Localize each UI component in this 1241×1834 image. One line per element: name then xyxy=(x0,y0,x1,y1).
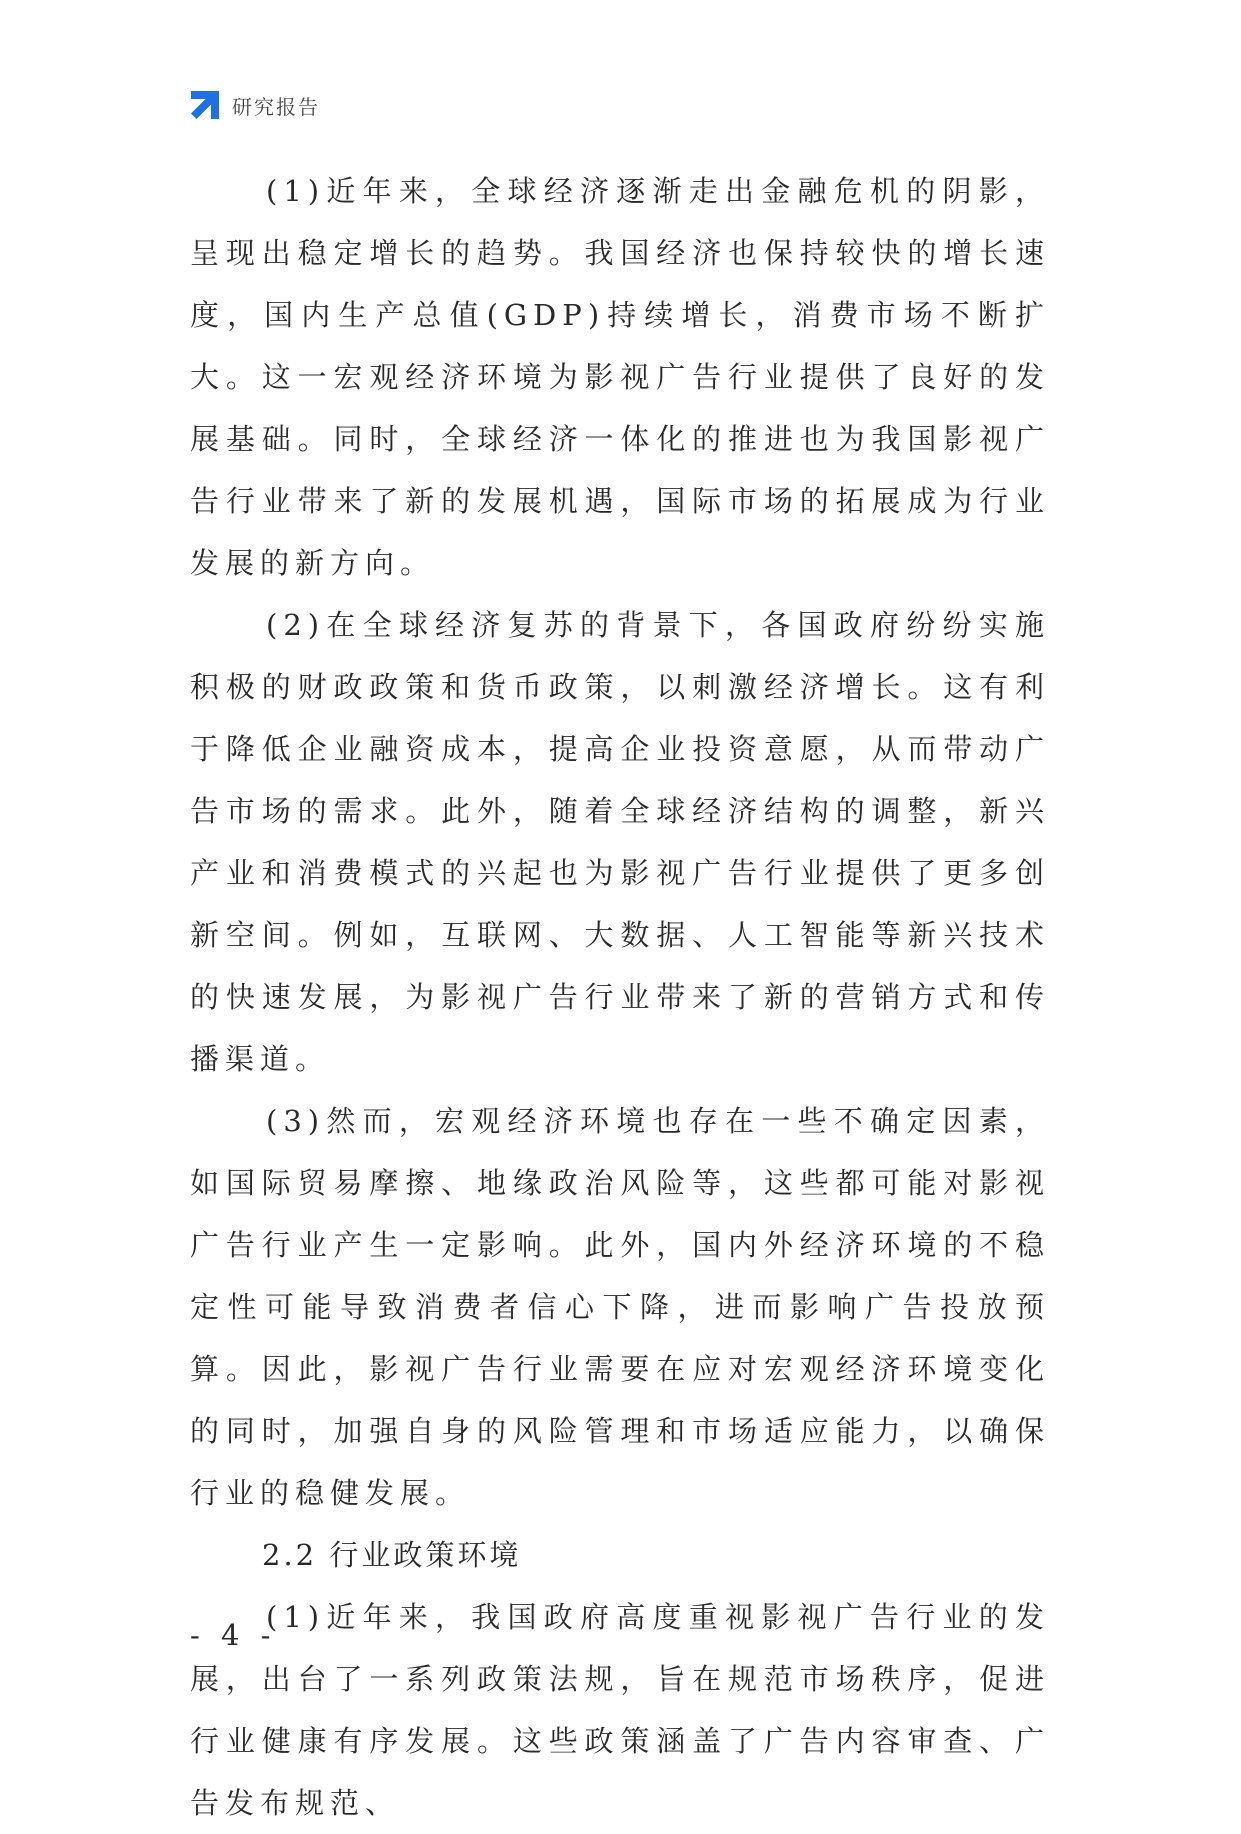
section-heading: 2.2 行业政策环境 xyxy=(262,1538,522,1572)
header-title: 研究报告 xyxy=(232,94,320,119)
arrow-logo-icon xyxy=(188,88,222,122)
paragraph-1: (1)近年来，全球经济逐渐走出金融危机的阴影，呈现出稳定增长的趋势。我国经济也保持较快的增长速度，国内生产总值(GDP)持续增长，消费市场不断扩大。这一宏观经济环境为影视广告行业提供了良好的发展基础。同时，全球经济一体化的推进也为我国影视广告行业带来了新的发展机遇，国际市场的拓展成为行业发展的新方向。 xyxy=(190,174,1050,580)
page-number: - 4 - xyxy=(190,1618,277,1652)
section-paragraph-1: (1)近年来，我国政府高度重视影视广告行业的发展，出台了一系列政策法规，旨在规范市场秩序，促进行业健康有序发展。这些政策涵盖了广告内容审查、广告发布规范、 xyxy=(190,1600,1050,1820)
paragraph-2: (2)在全球经济复苏的背景下，各国政府纷纷实施积极的财政政策和货币政策，以刺激经济增长。这有利于降低企业融资成本，提高企业投资意愿，从而带动广告市场的需求。此外，随着全球经济结构的调整，新兴产业和消费模式的兴起也为影视广告行业提供了更多创新空间。例如，互联网、大数据、人工智能等新兴技术的快速发展，为影视广告行业带来了新的营销方式和传播渠道。 xyxy=(190,608,1050,1076)
document-body xyxy=(190,160,1050,1834)
paragraph-3: (3)然而，宏观经济环境也存在一些不确定因素，如国际贸易摩擦、地缘政治风险等，这些都可能对影视广告行业产生一定影响。此外，国内外经济环境的不稳定性可能导致消费者信心下降，进而影响广告投放预算。因此，影视广告行业需要在应对宏观经济环境变化的同时，加强自身的风险管理和市场适应能力，以确保行业的稳健发展。 xyxy=(190,1104,1050,1510)
page-header xyxy=(188,88,320,122)
